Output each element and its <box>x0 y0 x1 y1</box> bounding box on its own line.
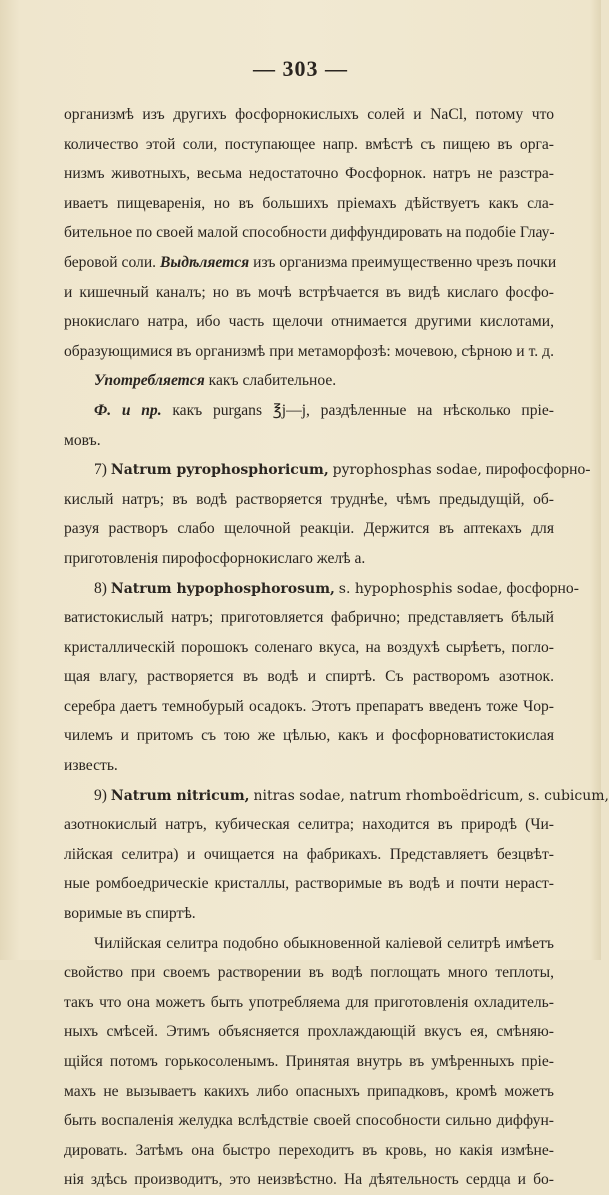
text-line: ныхъ смѣсей. Этимъ объясняется прохлаждающій вкусъ ея, смѣняю- <box>64 1023 554 1041</box>
text-line: рнокислаго натра, ибо часть щелочи отнимается другими кислотами, <box>64 313 554 331</box>
text-line: организмѣ изъ другихъ фосфорнокислыхъ солей и NaCl, потому что <box>64 106 554 123</box>
text-line: свойство при своемъ растворении въ водѣ поглощать много теплоты, <box>64 964 554 982</box>
text-fragment: беровой соли. <box>64 253 157 271</box>
text-line: иваетъ пищеваренія, но въ большихъ пріемахъ дѣйствуетъ какъ сла- <box>64 194 554 212</box>
italic-term: Употребляется <box>94 372 205 390</box>
text-line <box>64 781 609 811</box>
text-line: нія здѣсь производитъ, это неизвѣстно. На дѣятельность сердца и бо- <box>64 1171 554 1189</box>
text-line: приготовленія пирофосфорнокислаго желѣ а. <box>64 549 366 567</box>
text-line <box>64 366 554 396</box>
text-fragment: какъ слабительное. <box>208 372 337 390</box>
text-line: азотнокислый натръ, кубическая селитра; находится въ природѣ (Чи- <box>64 816 554 834</box>
text-line: и кишечный каналъ; но въ мочѣ встрѣчается въ видѣ кислаго фосфо- <box>64 283 554 301</box>
text-line: лійская селитра) и очищается на фабрикахъ. Представляетъ безцвѣт- <box>64 845 554 863</box>
text-line: серебра даетъ темнобурый осадокъ. Этотъ препаратъ введенъ тоже Чор- <box>64 697 554 715</box>
text-line: щая влагу, растворяется въ водѣ и спиртѣ. Съ растворомъ азотнок. <box>64 668 554 686</box>
item-number: 8) <box>94 579 107 597</box>
page-body <box>64 100 609 1195</box>
italic-term: Ф. и пр. <box>94 401 162 419</box>
text-line: быть воспаленія желудка вслѣдствіе своей способности сильно диффун- <box>64 1112 554 1130</box>
text-line: количество этой соли, поступающее напр. вмѣстѣ съ пищею въ орга- <box>64 135 554 153</box>
text-line: ные ромбоедрическіе кристаллы, растворимые въ водѣ и почти нераст- <box>64 875 554 893</box>
text-line <box>64 248 557 278</box>
latin-name: Natrum pyrophosphoricum, <box>110 462 329 479</box>
text-line <box>64 455 591 485</box>
text-line: мовъ. <box>64 431 101 449</box>
item-number: 7) <box>94 461 107 479</box>
text-line: Чилійская селитра подобно обыкновенной каліевой селитрѣ имѣетъ <box>94 934 554 952</box>
text-line: бительное по своей малой способности диффундировать на подобіе Глау- <box>64 224 555 242</box>
text-line: дировать. Затѣмъ она быстро переходитъ въ кровь, но какія измѣне- <box>64 1141 554 1159</box>
text-line: кислый натръ; въ водѣ растворяется труднѣе, чѣмъ предыдущій, об- <box>64 490 554 508</box>
latin-name: Natrum hypophosphorosum, <box>110 580 335 597</box>
text-line: ватистокислый натръ; приготовляется фабрично; представляетъ бѣлый <box>64 609 554 627</box>
text-fragment: какъ purgans ℥j—j <box>172 401 307 419</box>
latin-name: Natrum nitricum, <box>110 787 250 804</box>
text-line: воримые въ спиртѣ. <box>64 905 196 923</box>
text-fragment: изъ организма преимущественно чрезъ почки <box>253 253 557 271</box>
text-line: щійся потомъ горькосоленымъ. Принятая внутрь въ умѣренныхъ пріе- <box>64 1053 554 1070</box>
text-fragment: фосфорно- <box>506 579 579 597</box>
text-line: кристаллическій порошокъ соленаго вкуса, на воздухѣ сырѣетъ, погло- <box>64 638 554 656</box>
latin-synonym: nitras sodae, natrum rhomboëdricum, s. cubicum, <box>253 787 609 804</box>
latin-synonym: s. hypophosphis sodae, <box>338 580 503 597</box>
text-fragment: , раздѣленные на нѣсколько пріе- <box>306 401 554 419</box>
item-number: 9) <box>94 786 107 804</box>
text-line: низмъ животныхъ, весьма недостаточно Фосфорнок. натръ не разстра- <box>64 165 554 183</box>
text-fragment: пирофосфорно- <box>485 461 591 479</box>
text-line: известь. <box>64 757 118 775</box>
text-line: махъ не вызываетъ какихъ либо опасныхъ припадковъ, кромѣ можетъ <box>64 1082 554 1100</box>
text-line: разуя растворъ слабо щелочной реакціи. Держится въ аптекахъ для <box>64 520 554 538</box>
text-line: чилемъ и притомъ съ тою же цѣлью, какъ и фосфорноватистокислая <box>64 727 554 745</box>
text-line <box>64 396 554 426</box>
text-line: образующимися въ организмѣ при метаморфозѣ: мочевою, сѣрною и т. д. <box>64 342 554 360</box>
italic-term: Выдѣляется <box>159 253 250 271</box>
text-line: такъ что она можетъ быть употребляема для приготовленія охладитель- <box>64 993 554 1011</box>
page-number: — 303 — <box>253 56 348 81</box>
text-line <box>64 574 579 604</box>
latin-synonym: pyrophosphas sodae, <box>332 462 482 479</box>
